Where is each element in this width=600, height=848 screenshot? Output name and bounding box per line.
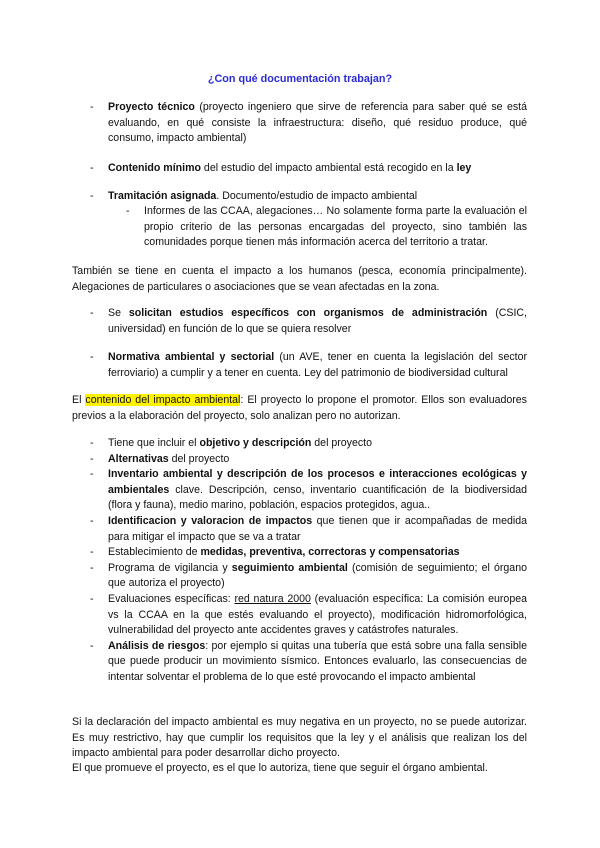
bullet-dash: -: [90, 307, 94, 319]
paragraph-impacto-humanos: También se tiene en cuenta el impacto a los humanos (pesca, economía principalmente). Alegaciones de particulares o asociaciones que se vean afectadas en la zona.: [72, 265, 527, 293]
item-text: : por ejemplo si quitas una tubería que está sobre una falla sensible que puede producir un movimiento sísmico. Entonces evaluarlo, las consecuencias de intentar solventar el problema de lo que esté provocando el impacto ambiental: [108, 639, 527, 683]
bold-term: Tramitación asignada: [108, 190, 217, 202]
bold-term: medidas, preventiva, correctoras y compensatorias: [200, 546, 460, 559]
item-text: que tienen que ir acompañadas de medida para mitigar el impacto que se va a tratar: [108, 514, 527, 543]
bullet-dash: -: [90, 639, 94, 652]
item-text: (CSIC, universidad) en función de lo que se quiera resolver: [108, 307, 527, 335]
item-text: Evaluaciones específicas:: [108, 592, 235, 605]
bullet-dash: -: [90, 162, 94, 174]
list-item-medidas: [90, 545, 527, 561]
page-title: ¿Con qué documentación trabajan?: [207, 73, 393, 85]
list-item-alternativas: [90, 452, 527, 468]
list-item-objetivo: [90, 436, 527, 452]
item-text: (evaluación específica: La comisión europea vs la CCAA en la que estés evaluando el proyecto), modificación hidromorfológica, vulnerabilidad del proyecto ante accidentes graves y catástrofes naturales.: [108, 592, 528, 637]
bold-term: objetivo y descripción: [199, 437, 312, 449]
list-item-tramitacion: [90, 189, 527, 205]
bullet-dash: -: [90, 546, 94, 559]
list-item-inventario: [90, 467, 527, 514]
list-item-analisis-riesgos: [90, 639, 527, 686]
bold-term: Normativa ambiental y sectorial: [108, 351, 275, 363]
item-text: Se: [108, 307, 129, 319]
item-text: Informes de las CCAA, alegaciones… No solamente forma parte la evaluación el propio criterio de las personas encargadas del proyecto, sino también las comunidades porque tienen más información acerca del territorio a tratar.: [144, 205, 527, 249]
list-item-identificacion: [90, 514, 527, 545]
highlighted-text: contenido del impacto ambiental: [85, 394, 241, 406]
bullet-dash: -: [90, 190, 94, 202]
paragraph-contenido-impacto: [72, 393, 527, 424]
sub-list-item-informes: [126, 204, 527, 251]
paragraph-text: : El proyecto lo propone el promotor. Ellos son evaluadores previos a la elaboración del proyecto, solo analizan pero no autorizan.: [72, 394, 527, 422]
paragraph-promotor: El que promueve el proyecto, es el que lo autoriza, tiene que seguir el órgano ambiental.: [72, 762, 488, 774]
list-item-vigilancia: [90, 561, 527, 592]
bold-term: Identificacion y valoracion de impactos: [108, 514, 313, 527]
bold-term: ley: [456, 162, 472, 174]
item-text: Programa de vigilancia y: [108, 561, 232, 574]
item-text: clave. Descripción, censo, inventario cuantificación de la biodiversidad (flora y fauna), medio marino, población, espacios protegidos, agua..: [108, 483, 527, 512]
bold-term: Contenido mínimo: [108, 162, 201, 174]
list-item-estudios-especificos: [90, 306, 527, 337]
bullet-dash: -: [90, 452, 94, 465]
list-item-evaluaciones: [90, 592, 527, 639]
bullet-dash: -: [90, 468, 94, 481]
item-text: (proyecto ingeniero que sirve de referencia para saber qué se está evaluando, en qué consiste la infraestructura: diseño, qué residuo produce, qué consumo, impacto ambiental): [108, 101, 527, 145]
item-text: Tiene que incluir el: [108, 437, 200, 449]
paragraph-declaracion: Si la declaración del impacto ambiental es muy negativa en un proyecto, no se puede autorizar. Es muy restrictivo, hay que cumplir los requisitos que la ley y el análisis que realizan los del impacto ambiental para poder desarrollar dicho proyecto.: [72, 716, 527, 760]
bold-term: seguimiento ambiental: [231, 561, 348, 574]
item-text: . Documento/estudio de impacto ambiental: [216, 190, 418, 202]
item-text: Establecimiento de: [108, 546, 201, 559]
bold-term: Análisis de riesgos: [108, 639, 206, 652]
bullet-dash: -: [90, 437, 94, 449]
list-item-contenido-minimo: [90, 161, 527, 177]
item-text: del estudio del impacto ambiental está recogido en la: [200, 162, 457, 174]
bullet-dash: -: [90, 514, 94, 527]
list-item-normativa: [90, 350, 527, 381]
bold-term: Proyecto técnico: [108, 101, 195, 113]
underlined-term: red natura 2000: [234, 592, 311, 605]
bold-term: Alternativas: [108, 452, 169, 465]
bullet-dash: -: [90, 592, 94, 605]
bold-term: solicitan estudios específicos con organismos de administración: [128, 307, 488, 319]
item-text: (comisión de seguimiento; el órgano que autoriza el proyecto): [108, 561, 527, 590]
bullet-dash: -: [126, 205, 130, 217]
item-text: del proyecto: [311, 437, 372, 449]
bullet-dash: -: [90, 561, 94, 574]
paragraph-text: El: [72, 394, 86, 406]
bullet-dash: -: [90, 101, 94, 113]
list-item-proyecto-tecnico: [90, 100, 527, 147]
item-text: (un AVE, tener en cuenta la legislación del sector ferroviario) a cumplir y a tener en cuenta. Ley del patrimonio de biodiversidad cultural: [108, 351, 527, 379]
bold-term: Inventario ambiental y descripción de los procesos e interacciones ecológicas y ambientales: [108, 468, 527, 496]
contenido-list: [90, 436, 527, 686]
bullet-dash: -: [90, 351, 94, 363]
item-text: del proyecto: [168, 452, 230, 465]
